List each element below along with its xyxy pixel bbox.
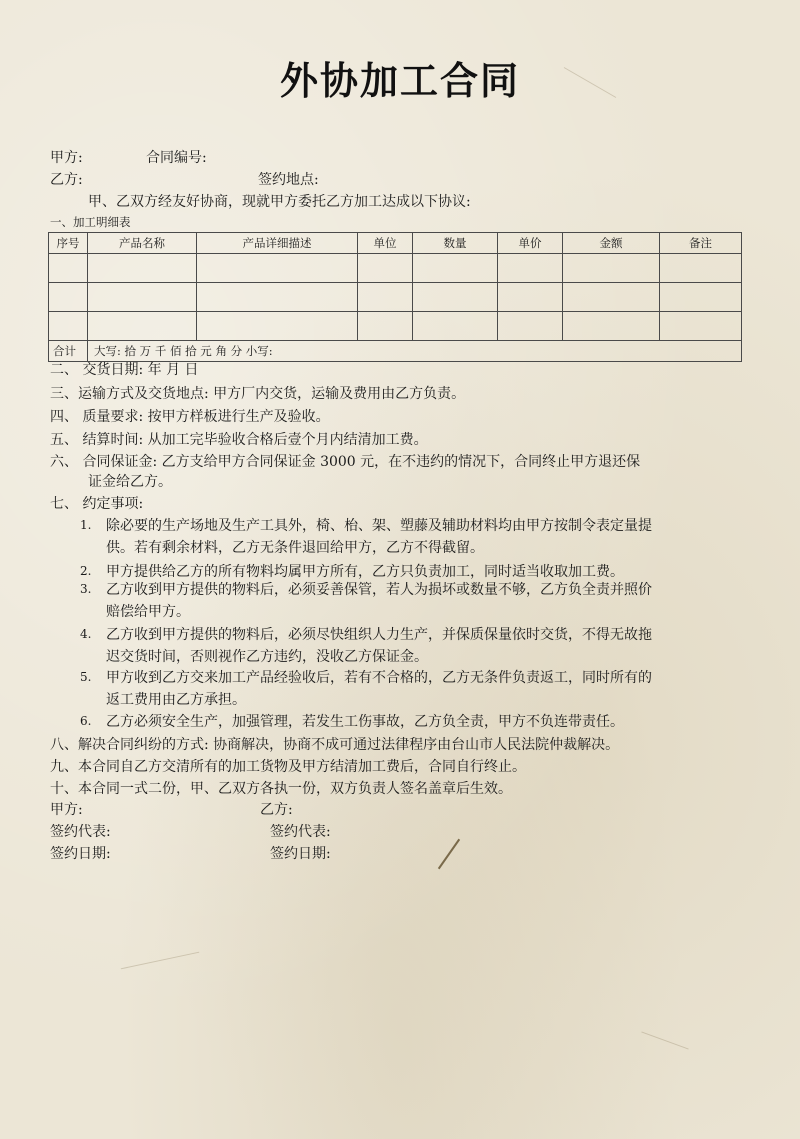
table-cell xyxy=(563,254,660,283)
table-cell xyxy=(197,254,358,283)
col-header-remarks: 备注 xyxy=(660,233,742,254)
processing-detail-table xyxy=(48,232,742,362)
table-cell xyxy=(49,283,88,312)
signature-date-b: 签约日期: xyxy=(270,846,331,862)
clause-copies: 十、本合同一式二份，甲、乙双方各执一份，双方负责人签名盖章后生效。 xyxy=(50,781,512,797)
item-number: 4. xyxy=(80,627,92,641)
table-total-row xyxy=(49,341,742,362)
item-number: 3. xyxy=(80,582,92,596)
table-cell xyxy=(498,312,563,341)
table-cell xyxy=(660,312,742,341)
item-3-line2: 赔偿给甲方。 xyxy=(106,604,190,620)
col-header-description: 产品详细描述 xyxy=(197,233,358,254)
table-row xyxy=(49,283,742,312)
party-b-label: 乙方: xyxy=(50,172,83,188)
table-cell xyxy=(563,312,660,341)
clause-quality: 四、 质量要求: 按甲方样板进行生产及验收。 xyxy=(50,409,330,425)
table-cell xyxy=(88,312,197,341)
col-header-product-name: 产品名称 xyxy=(88,233,197,254)
clause-agreements: 七、 约定事项: xyxy=(50,496,144,512)
intro-text: 甲、乙双方经友好协商，现就甲方委托乙方加工达成以下协议: xyxy=(88,194,471,210)
sign-place-label: 签约地点: xyxy=(258,172,319,188)
signature-party-a: 甲方: xyxy=(50,802,83,818)
clause-delivery-date: 二、 交货日期: 年 月 日 xyxy=(50,362,199,378)
table-cell xyxy=(88,283,197,312)
col-header-unit: 单位 xyxy=(358,233,413,254)
table-cell xyxy=(358,283,413,312)
item-number: 6. xyxy=(80,714,92,728)
item-number: 1. xyxy=(80,518,92,532)
item-4-line2: 迟交货时间，否则视作乙方违约，没收乙方保证金。 xyxy=(106,649,428,665)
signature-date-a: 签约日期: xyxy=(50,846,111,862)
table-cell xyxy=(498,283,563,312)
item-2-line1: 甲方提供给乙方的所有物料均属甲方所有，乙方只负责加工，同时适当收取加工费。 xyxy=(106,564,624,580)
table-cell xyxy=(563,283,660,312)
table-header-row xyxy=(49,233,742,254)
item-1-line2: 供。若有剩余材料，乙方无条件退回给甲方，乙方不得截留。 xyxy=(106,540,484,556)
table-cell xyxy=(358,312,413,341)
contract-no-label: 合同编号: xyxy=(146,150,207,166)
item-number: 5. xyxy=(80,670,92,684)
clause-deposit-line1: 六、 合同保证金: 乙方支给甲方合同保证金 3000 元，在不违约的情况下，合同终止甲方退还保 xyxy=(50,454,641,470)
clause-deposit-line2: 证金给乙方。 xyxy=(88,474,172,490)
table-cell xyxy=(49,254,88,283)
paper-scratch xyxy=(438,839,460,870)
table-cell xyxy=(660,283,742,312)
table-cell xyxy=(660,254,742,283)
section1-title: 一、加工明细表 xyxy=(50,215,131,229)
col-header-unit-price: 单价 xyxy=(498,233,563,254)
paper-fiber xyxy=(121,952,199,970)
item-4-line1: 乙方收到甲方提供的物料后，必须尽快组织人力生产，并保质保量依时交货，不得无故拖 xyxy=(106,627,652,643)
signature-rep-a: 签约代表: xyxy=(50,824,111,840)
total-amount-words: 大写: 拾 万 千 佰 拾 元 角 分 小写: xyxy=(88,341,742,362)
item-5-line2: 返工费用由乙方承担。 xyxy=(106,692,246,708)
table-cell xyxy=(413,283,498,312)
table-row xyxy=(49,254,742,283)
clause-settlement: 五、 结算时间: 从加工完毕验收合格后壹个月内结清加工费。 xyxy=(50,432,428,448)
signature-rep-b: 签约代表: xyxy=(270,824,331,840)
total-label: 合计 xyxy=(49,341,88,362)
contract-title: 外协加工合同 xyxy=(279,59,520,103)
party-a-label: 甲方: xyxy=(50,150,83,166)
table-cell xyxy=(358,254,413,283)
table-row xyxy=(49,312,742,341)
col-header-amount: 金额 xyxy=(563,233,660,254)
clause-dispute: 八、解决合同纠纷的方式: 协商解决，协商不成可通过法律程序由台山市人民法院仲裁解决。 xyxy=(50,737,620,753)
table-cell xyxy=(49,312,88,341)
item-1-line1: 除必要的生产场地及生产工具外，椅、枱、架、塑藤及辅助材料均由甲方按制令表定量提 xyxy=(106,518,652,534)
clause-termination: 九、本合同自乙方交清所有的加工货物及甲方结清加工费后，合同自行终止。 xyxy=(50,759,526,775)
col-header-quantity: 数量 xyxy=(413,233,498,254)
table-cell xyxy=(498,254,563,283)
signature-party-b: 乙方: xyxy=(260,802,293,818)
table-cell xyxy=(413,254,498,283)
paper-fiber xyxy=(641,1031,688,1049)
col-header-seq: 序号 xyxy=(49,233,88,254)
table-cell xyxy=(197,312,358,341)
item-number: 2. xyxy=(80,564,92,578)
item-5-line1: 甲方收到乙方交来加工产品经验收后，若有不合格的，乙方无条件负责返工，同时所有的 xyxy=(106,670,652,686)
table-cell xyxy=(88,254,197,283)
table-cell xyxy=(197,283,358,312)
clause-transport: 三、运输方式及交货地点: 甲方厂内交货，运输及费用由乙方负责。 xyxy=(50,386,466,402)
table-cell xyxy=(413,312,498,341)
item-3-line1: 乙方收到甲方提供的物料后，必须妥善保管，若人为损坏或数量不够，乙方负全责并照价 xyxy=(106,582,652,598)
item-6-line1: 乙方必须安全生产，加强管理，若发生工伤事故，乙方负全责，甲方不负连带责任。 xyxy=(106,714,624,730)
